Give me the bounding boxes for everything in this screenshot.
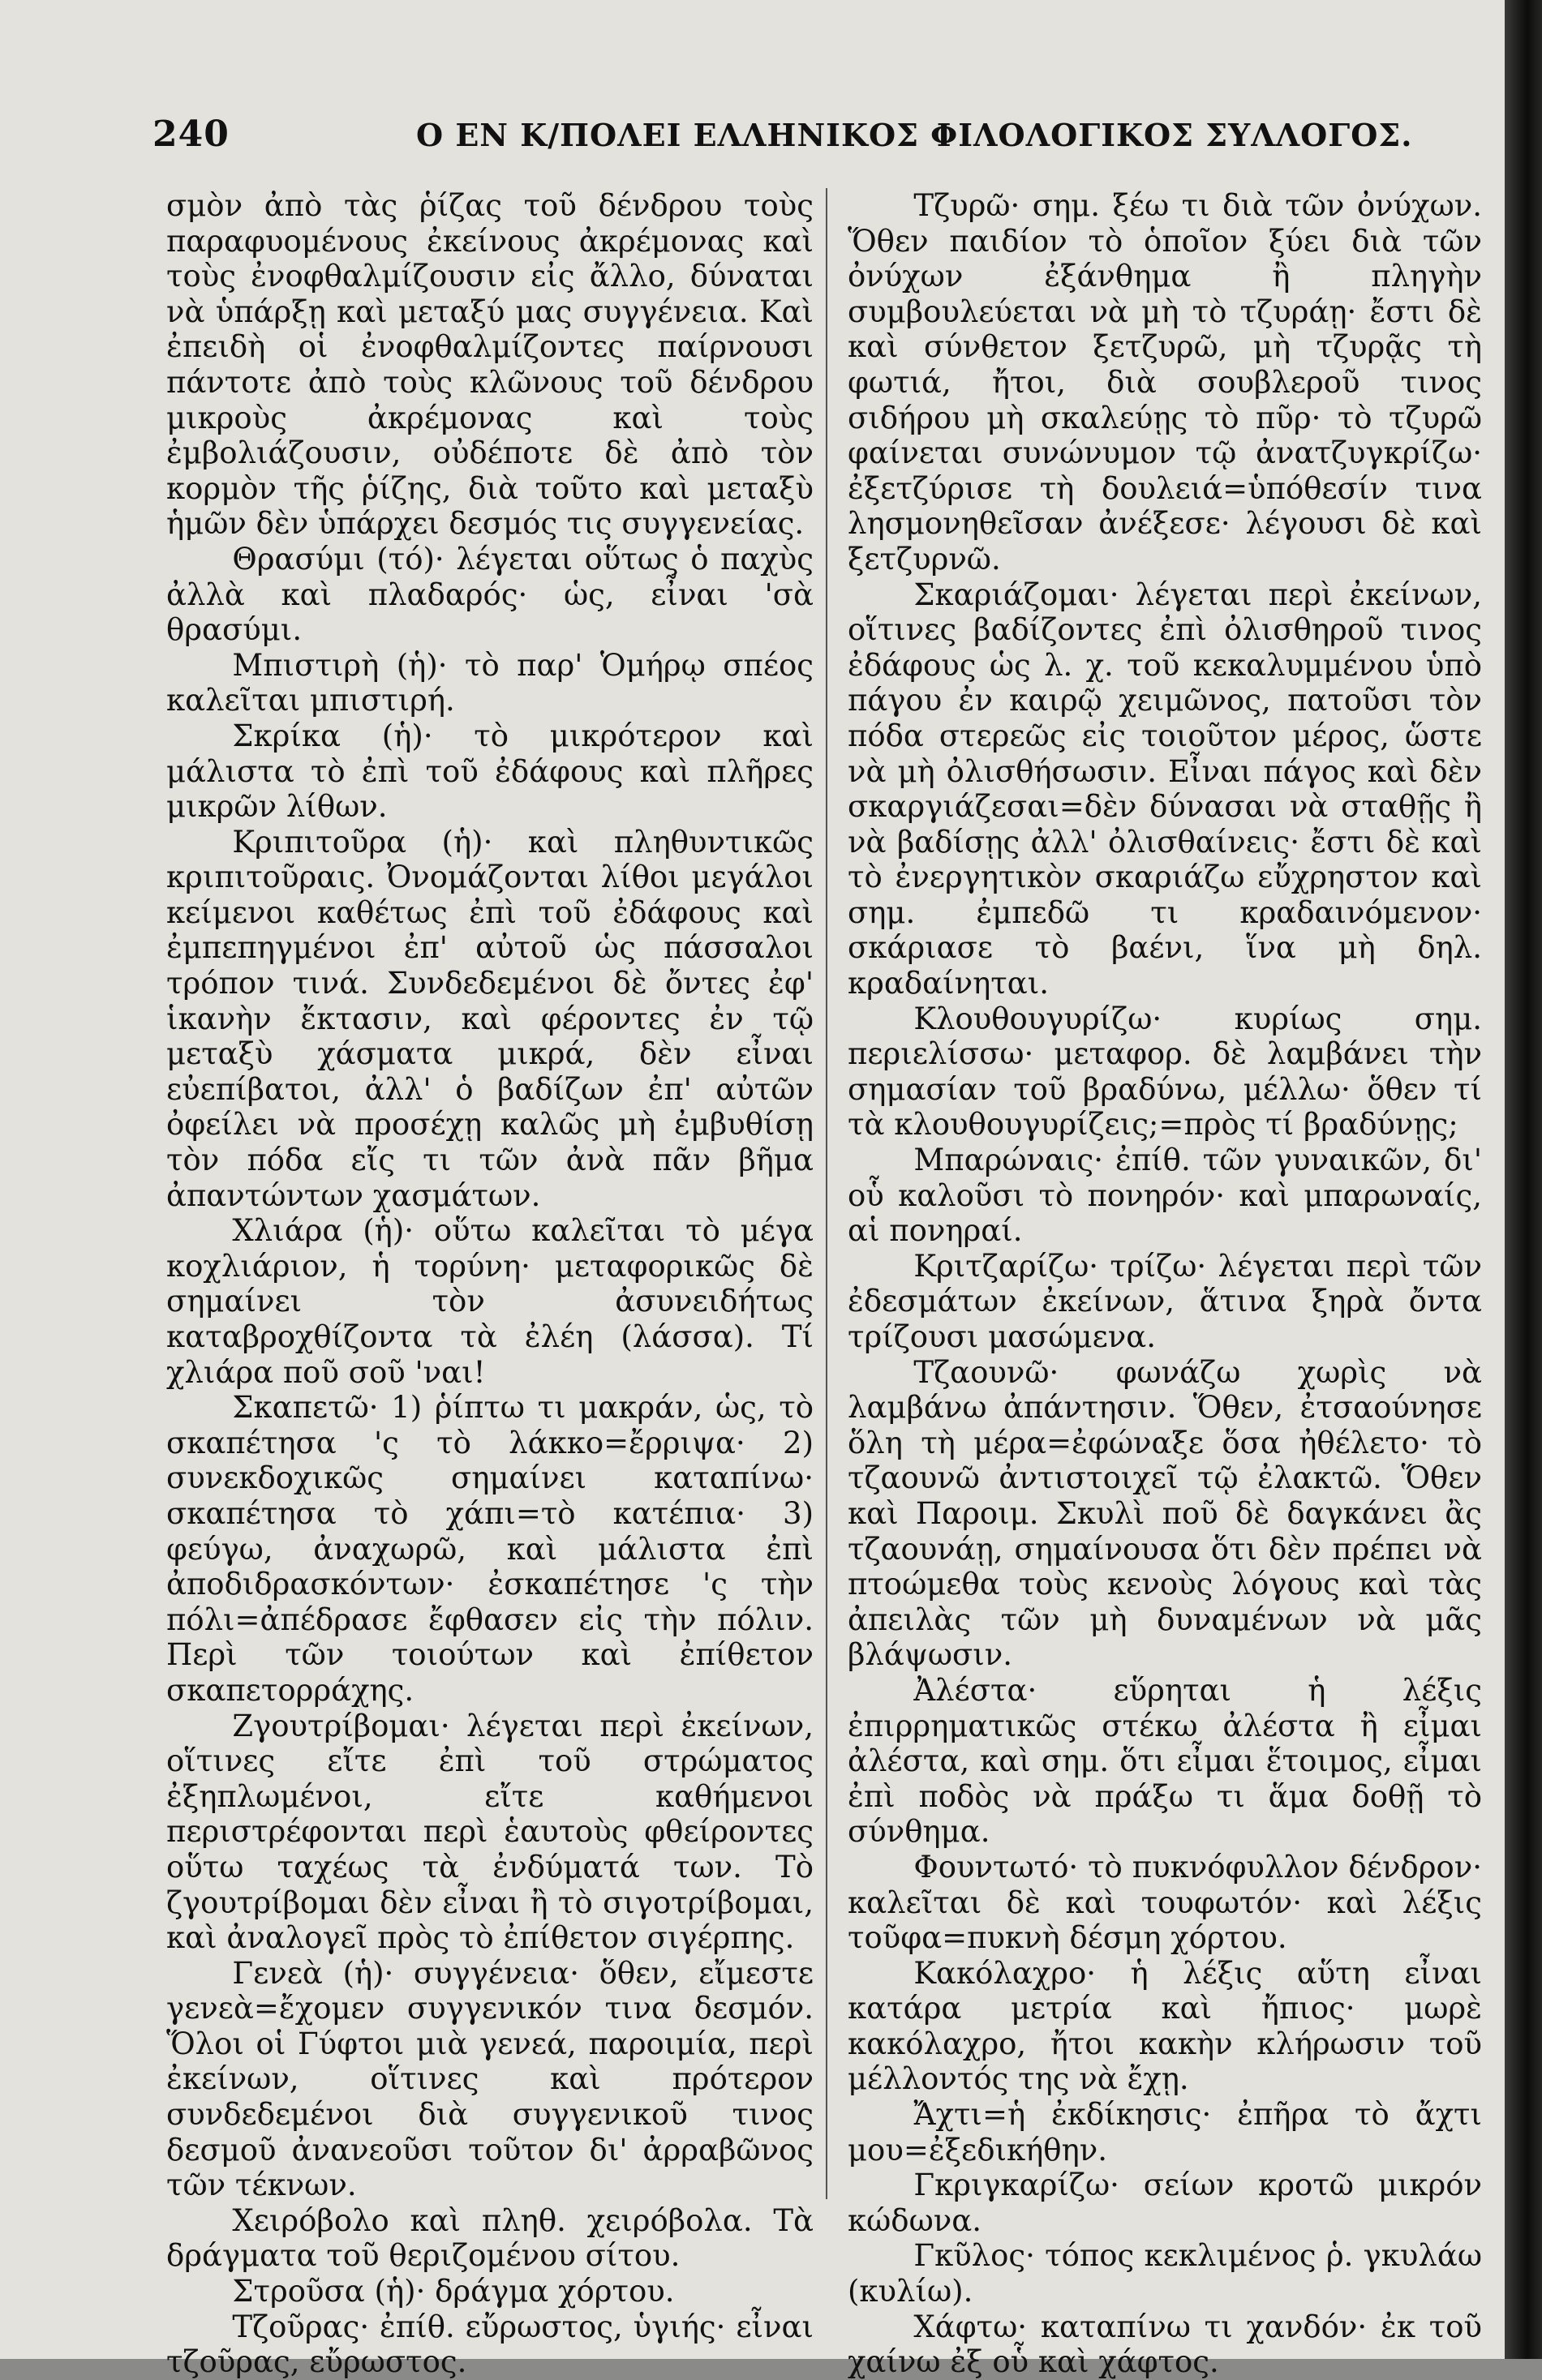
entry-gkylos: Γκῦλος· τόπος κεκλιμένος ῥ. γκυλάω (κυλίω). [848,2238,1482,2309]
book-spine-shadow [1505,0,1542,2359]
entry-chafto: Χάφτω· καταπίνω τι χανδόν· ἐκ τοῦ χαίνω ἐξ οὗ καὶ χάφτος. [848,2309,1482,2380]
entry-cheirovolo: Χειρόβολο καὶ πληθ. χειρόβολα. Τὰ δράγματα τοῦ θεριζομένου σίτου. [166,2202,814,2274]
entry-skapeto: Σκαπετῶ· 1) ῥίπτω τι μακράν, ὡς, τὸ σκαπέτησα 'ς τὸ λάκκο=ἔρριψα· 2) συνεκδοχικῶς σημαίνει καταπίνω· σκαπέτησα τὸ χάπι=τὸ κατέπια· 3) φεύγω, ἀναχωρῶ, καὶ μάλιστα ἐπὶ ἀποδιδρασκόντων· ἐσκαπέτησε 'ς τὴν πόλι=ἀπέδρασε ἔφθασεν εἰς τὴν πόλιν. Περὶ τῶν τοιούτων καὶ ἐπίθετον σκαπετορράχης. [166,1390,814,1708]
entry-paragraph: σμὸν ἀπὸ τὰς ῥίζας τοῦ δένδρου τοὺς παραφυομένους ἐκείνους ἀκρέμονας καὶ τοὺς ἐνοφθαλμίζουσιν εἰς ἄλλο, δύναται νὰ ὑπάρξῃ καὶ μεταξύ μας συγγένεια. Καὶ ἐπειδὴ οἱ ἐνοφθαλμίζοντες παίρνουσι πάντοτε ἀπὸ τοὺς κλῶνους τοῦ δένδρου μικροὺς ἀκρέμονας καὶ τοὺς ἐμβολιάζουσιν, οὐδέποτε δὲ ἀπὸ τὸν κορμὸν τῆς ῥίζης, διὰ τοῦτο καὶ μεταξὺ ἡμῶν δὲν ὑπάρχει δεσμός τις συγγενείας. [166,188,814,542]
entry-tzouras: Τζοῦρας· ἐπίθ. εὔρωστος, ὑγιής· εἶναι τζοῦρας, εὔρωστος. [166,2309,814,2380]
entry-zgoutrivomai: Ζγουτρίβομαι· λέγεται περὶ ἐκείνων, οἵτινες εἴτε ἐπὶ τοῦ στρώματος ἐξηπλωμένοι, εἴτε καθήμενοι περιστρέφονται περὶ ἑαυτοὺς φθείροντες οὕτω ταχέως τὰ ἐνδύματά των. Τὸ ζγουτρίβομαι δὲν εἶναι ἢ τὸ σιγοτρίβομαι, καὶ ἀναλογεῖ πρὸς τὸ ἐπίθετον σιγέρπης. [166,1708,814,1956]
entry-achti: Ἄχτι=ἡ ἐκδίκησις· ἐπῆρα τὸ ἄχτι μου=ἐξεδικήθην. [848,2097,1482,2168]
entry-skariazomai: Σκαριάζομαι· λέγεται περὶ ἐκείνων, οἵτινες βαδίζοντες ἐπὶ ὀλισθηροῦ τινος ἐδάφους ὡς λ. χ. τοῦ κεκαλυμμένου ὑπὸ πάγου ἐν καιρῷ χειμῶνος, πατοῦσι τὸν πόδα στερεῶς εἰς τοιοῦτον μέρος, ὥστε νὰ μὴ ὀλισθήσωσιν. Εἶναι πάγος καὶ δὲν σκαργιάζεσαι=δὲν δύνασαι νὰ σταθῇς ἢ νὰ βαδίσῃς ἀλλ' ὀλισθαίνεις· ἔστι δὲ καὶ τὸ ἐνεργητικὸν σκαριάζω εὔχρηστον καὶ σημ. ἐμπεδῶ τι κραδαινόμενον· σκάριασε τὸ βαένι, ἵνα μὴ δηλ. κραδαίνηται. [848,577,1482,1001]
page-header [152,114,1413,170]
entry-klouthougyrizo: Κλουθουγυρίζω· κυρίως σημ. περιελίσσω· μεταφορ. δὲ λαμβάνει τὴν σημασίαν τοῦ βραδύνω, μέλλω· ὅθεν τί τὰ κλουθουγυρίζεις;=πρὸς τί βραδύνῃς; [848,1001,1482,1143]
entry-gkrigkarizo: Γκριγκαρίζω· σείων κροτῶ μικρόν κώδωνα. [848,2168,1482,2238]
left-column [166,188,814,2380]
entry-tzyro: Τζυρῶ· σημ. ξέω τι διὰ τῶν ὀνύχων. Ὅθεν παιδίον τὸ ὁποῖον ξύει διὰ τῶν ὀνύχων ἐξάνθημα ἢ πληγὴν συμβουλεύεται νὰ μὴ τὸ τζυράῃ· ἔστι δὲ καὶ σύνθετον ξετζυρῶ, μὴ τζυρᾷς τὴ φωτιά, ἤτοι, διὰ σουβλεροῦ τινος σιδήρου μὴ σκαλεύῃς τὸ πῦρ· τὸ τζυρῶ φαίνεται συνώνυμον τῷ ἀνατζυγκρίζω· ἐξετζύρισε τὴ δουλειά=ὑπόθεσίν τινα λησμονηθεῖσαν ἀνέξεσε· λέγουσι δὲ καὶ ξετζυρνῶ. [848,188,1482,577]
entry-strousa: Στροῦσα (ἡ)· δράγμα χόρτου. [232,2274,675,2309]
entry-kripitoura: Κριπιτοῦρα (ἡ)· καὶ πληθυντικῶς κριπιτοῦραις. Ὀνομάζονται λίθοι μεγάλοι κείμενοι καθέτως ἐπὶ τοῦ ἐδάφους καὶ ἐμπεπηγμένοι ἐπ' αὐτοῦ ὡς πάσσαλοι τρόπον τινά. Συνδεδεμένοι δὲ ὄντες ἐφ' ἱκανὴν ἔκτασιν, καὶ φέροντες ἐν τῷ μεταξὺ χάσματα μικρά, δὲν εἶναι εὐεπίβατοι, ἀλλ' ὁ βαδίζων ἐπ' αὐτῶν ὀφείλει νὰ προσέχῃ καλῶς μὴ ἐμβυθίσῃ τὸν πόδα εἴς τι τῶν ἀνὰ πᾶν βῆμα ἀπαντώντων χασμάτων. [166,824,814,1213]
entry-mpistiri: Μπιστιρὴ (ἡ)· τὸ παρ' Ὁμήρῳ σπέος καλεῖται μπιστιρή. [166,647,814,718]
running-title: Ο ΕΝ Κ/ΠΟΛΕΙ ΕΛΛΗΝΙΚΟΣ ΦΙΛΟΛΟΓΙΚΟΣ ΣΥΛΛΟΓΟΣ. [416,117,1413,153]
entry-chliara: Χλιάρα (ἡ)· οὕτω καλεῖται τὸ μέγα κοχλιάριον, ἡ τορύνη· μεταφορικῶς δὲ σημαίνει τὸν ἀσυνειδήτως καταβροχθίζοντα τὰ ἐλέη (λάσσα). Τί χλιάρα ποῦ σοῦ 'ναι! [166,1213,814,1390]
entry-skrika: Σκρίκα (ἡ)· τὸ μικρότερον καὶ μάλιστα τὸ ἐπὶ τοῦ ἐδάφους καὶ πλῆρες μικρῶν λίθων. [166,718,814,825]
entry-thrasymi: Θρασύμι (τό)· λέγεται οὕτως ὁ παχὺς ἀλλὰ καὶ πλαδαρός· ὡς, εἶναι 'σὰ θρασύμι. [166,541,814,648]
entry-fountoto: Φουντωτό· τὸ πυκνόφυλλον δένδρον· καλεῖται δὲ καὶ τουφωτόν· καὶ λέξις τοῦφα=πυκνὴ δέσμη χόρτου. [848,1849,1482,1956]
entry-tzaouno: Τζαουνῶ· φωνάζω χωρὶς νὰ λαμβάνω ἀπάντησιν. Ὅθεν, ἐτσαούνησε ὅλη τὴ μέρα=ἐφώναξε ὅσα ἠθέλετο· τὸ τζαουνῶ ἀντιστοιχεῖ τῷ ἐλακτῶ. Ὅθεν καὶ Παροιμ. Σκυλὶ ποῦ δὲ δαγκάνει ἂς τζαουνάῃ, σημαίνουσα ὅτι δὲν πρέπει νὰ πτοώμεθα τοὺς κενοὺς λόγους καὶ τὰς ἀπειλὰς τῶν μὴ δυναμένων νὰ μᾶς βλάψωσιν. [848,1354,1482,1673]
entry-alesta: Ἀλέστα· εὕρηται ἡ λέξις ἐπιρρηματικῶς στέκω ἀλέστα ἢ εἶμαι ἀλέστα, καὶ σημ. ὅτι εἶμαι ἕτοιμος, εἶμαι ἐπὶ ποδὸς νὰ πράξω τι ἅμα δοθῇ τὸ σύνθημα. [848,1672,1482,1850]
entry-kritzarizo: Κριτζαρίζω· τρίζω· λέγεται περὶ τῶν ἐδεσμάτων ἐκείνων, ἅτινα ξηρὰ ὄντα τρίζουσι μασώμενα. [848,1248,1482,1354]
entry-mparonais: Μπαρώναις· ἐπίθ. τῶν γυναικῶν, δι' οὗ καλοῦσι τὸ πονηρόν· καὶ μπαρωναίς, αἱ πονηραί. [848,1143,1482,1249]
entry-genea: Γενεὰ (ἡ)· συγγένεια· ὅθεν, εἴμεστε γενεὰ=ἔχομεν συγγενικόν τινα δεσμόν. Ὅλοι οἱ Γύφτοι μιὰ γενεά, παροιμία, περὶ ἐκείνων, οἵτινες καὶ πρότερον συνδεδεμένοι διὰ συγγενικοῦ τινος δεσμοῦ ἀνανεοῦσι τοῦτον δι' ἀρραβῶνος τῶν τέκνων. [166,1955,814,2203]
column-divider [826,188,827,2199]
entry-kakolachro: Κακόλαχρο· ἡ λέξις αὕτη εἶναι κατάρα μετρία καὶ ἤπιος· μωρὲ κακόλαχρο, ἤτοι κακὴν κλήρωσιν τοῦ μέλλοντός της νὰ ἔχῃ. [848,1955,1482,2097]
right-column [848,188,1482,2380]
page-number: 240 [152,114,230,155]
